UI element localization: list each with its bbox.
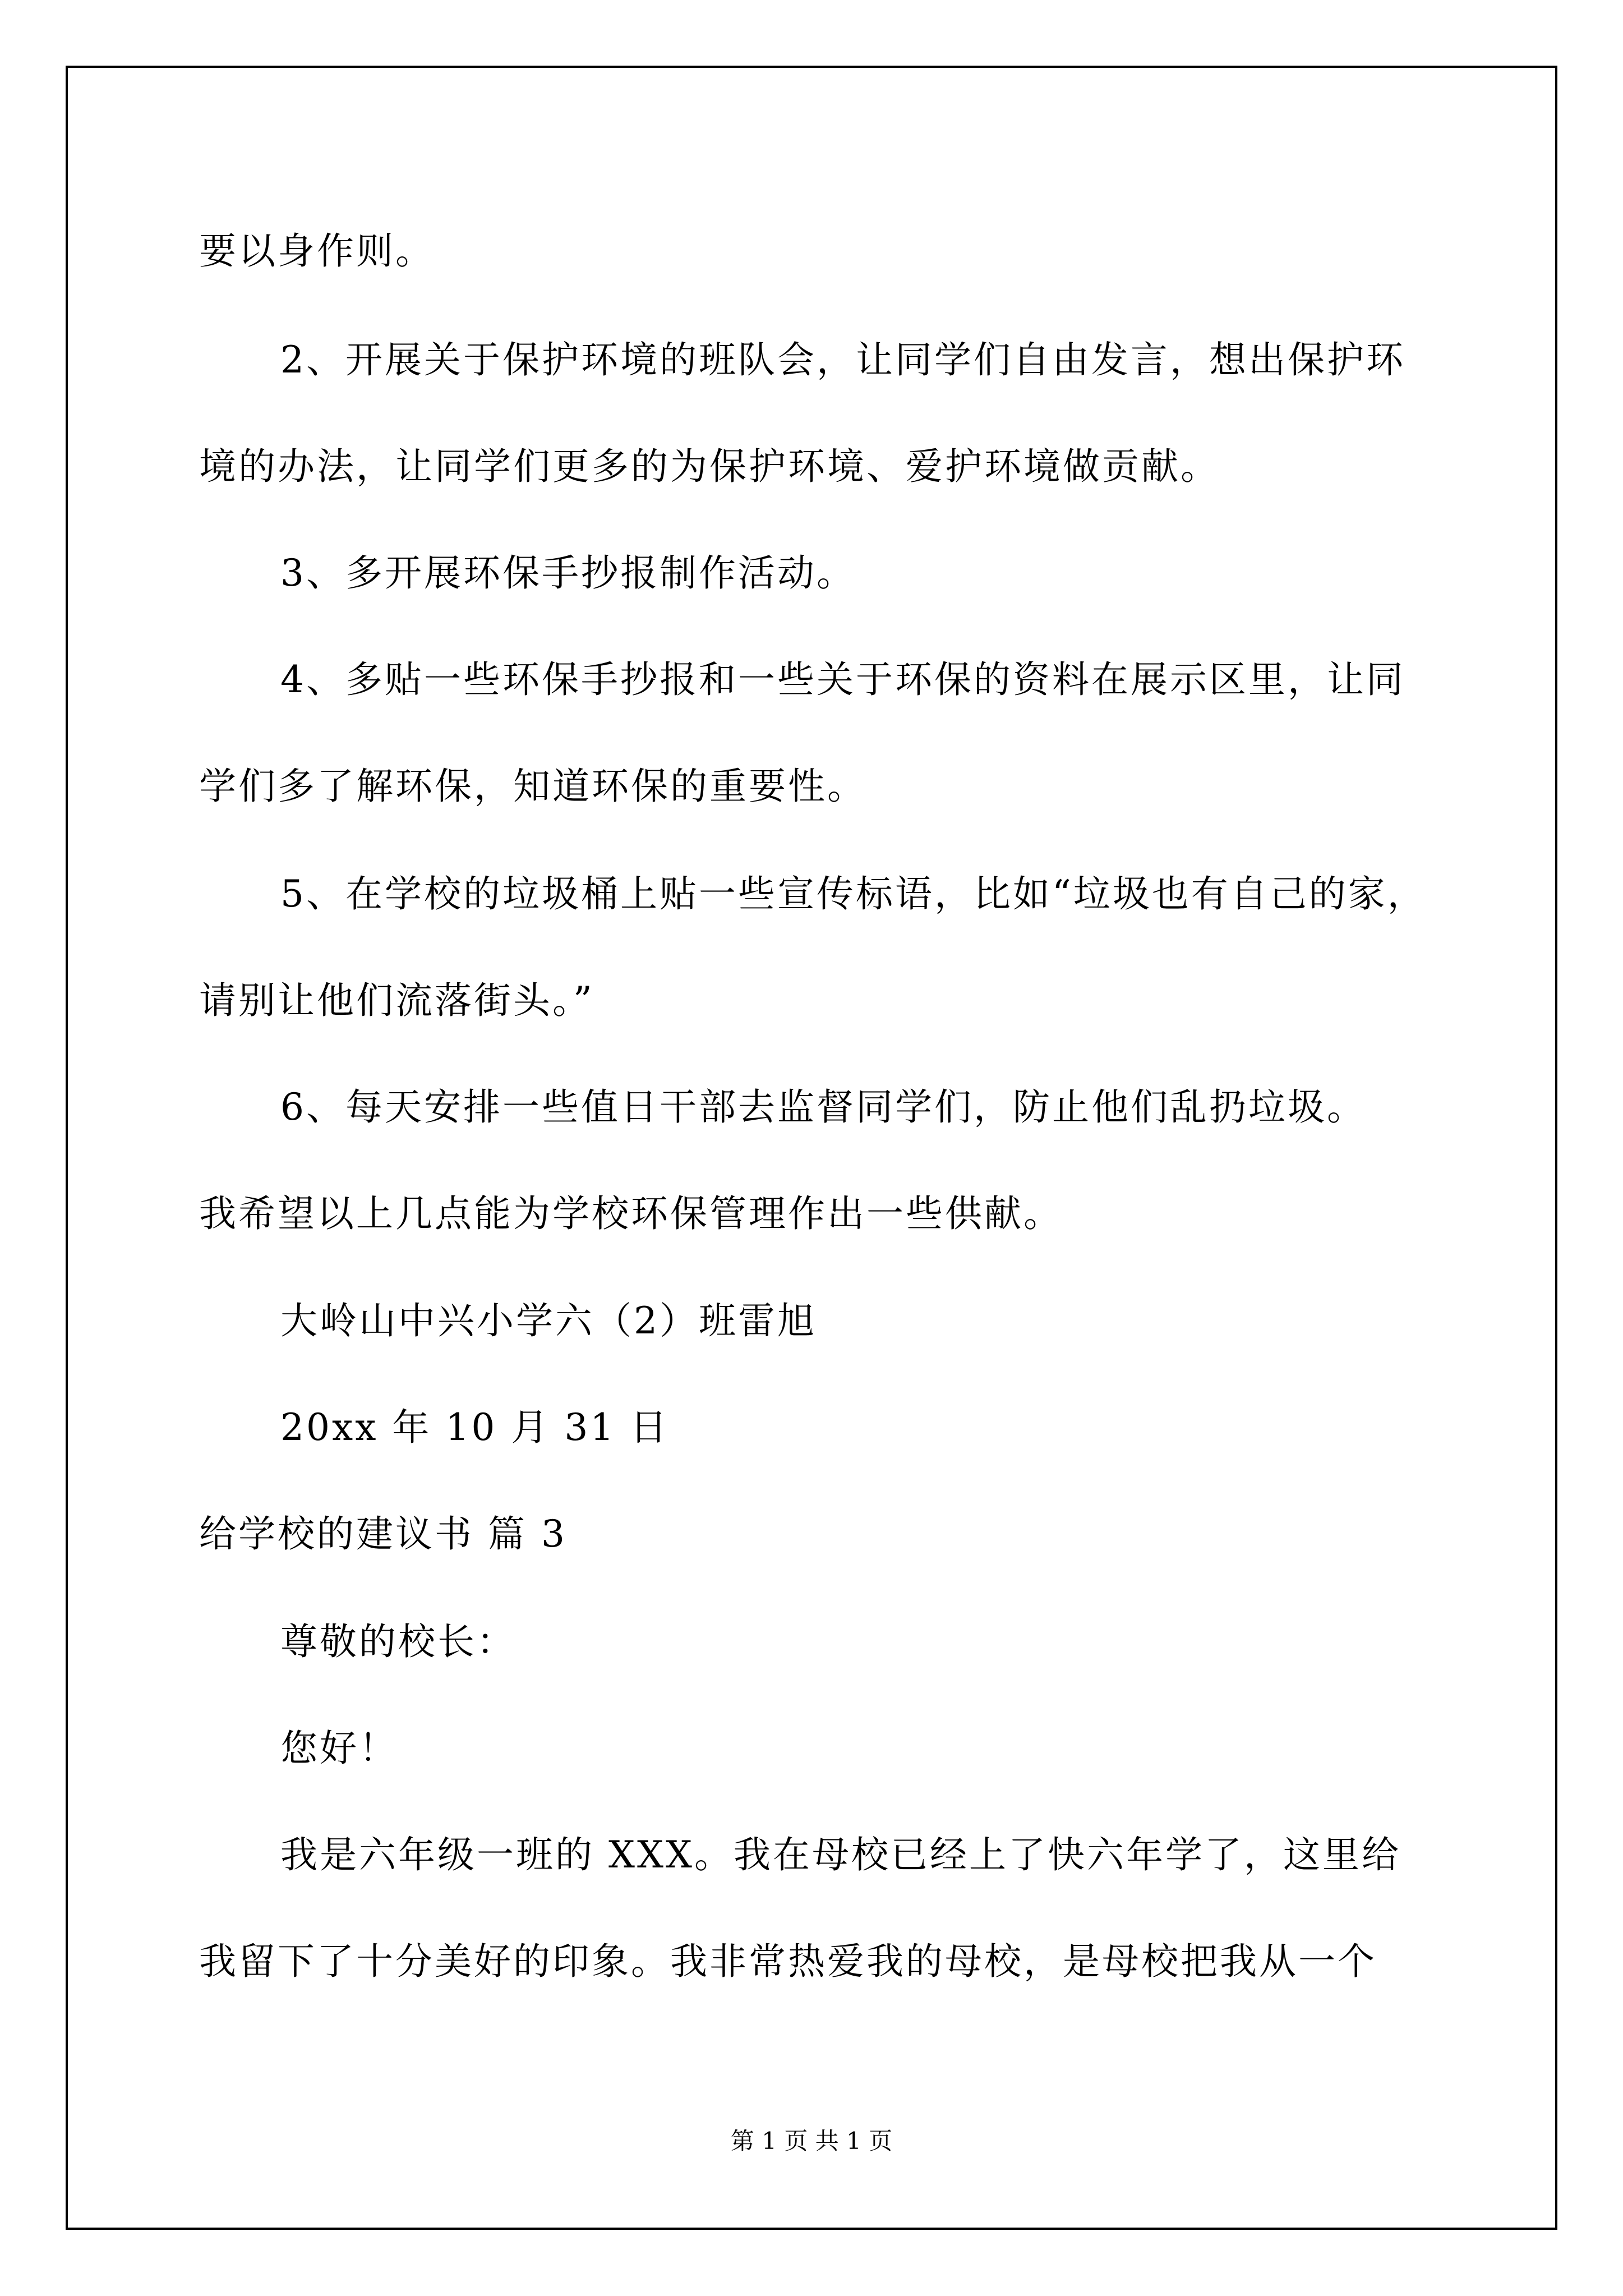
- paragraph-line: 我是六年级一班的 XXX。我在母校已经上了快六年学了，这里给: [280, 1833, 1401, 1876]
- page-footer: 第 1 页 共 1 页: [730, 2127, 893, 2155]
- page-border: [66, 66, 1557, 2230]
- section-heading: 给学校的建议书 篇 3: [199, 1512, 567, 1556]
- signature-line: 大岭山中兴小学六（2）班雷旭: [280, 1299, 817, 1342]
- paragraph-line: 我留下了十分美好的印象。我非常热爱我的母校，是母校把我从一个: [199, 1940, 1377, 1983]
- greeting: 您好！: [280, 1727, 398, 1770]
- date-line: 20xx 年 10 月 31 日: [280, 1406, 670, 1449]
- paragraph-line: 2、开展关于保护环境的班队会，让同学们自由发言，想出保护环: [280, 338, 1405, 381]
- paragraph-line: 3、多开展环保手抄报制作活动。: [280, 551, 856, 595]
- paragraph-line: 5、在学校的垃圾桶上贴一些宣传标语，比如“垃圾也有自己的家，: [280, 872, 1427, 915]
- paragraph-line: 学们多了解环保，知道环保的重要性。: [199, 765, 866, 808]
- paragraph-line: 我希望以上几点能为学校环保管理作出一些供献。: [199, 1192, 1063, 1235]
- salutation: 尊敬的校长：: [280, 1620, 516, 1663]
- paragraph-line: 4、多贴一些环保手抄报和一些关于环保的资料在展示区里，让同: [280, 658, 1405, 701]
- paragraph-line: 境的办法，让同学们更多的为保护环境、爱护环境做贡献。: [199, 445, 1220, 488]
- paragraph-line: 要以身作则。: [199, 229, 435, 273]
- paragraph-line: 6、每天安排一些值日干部去监督同学们，防止他们乱扔垃圾。: [280, 1085, 1366, 1129]
- paragraph-line: 请别让他们流落街头。”: [199, 979, 594, 1022]
